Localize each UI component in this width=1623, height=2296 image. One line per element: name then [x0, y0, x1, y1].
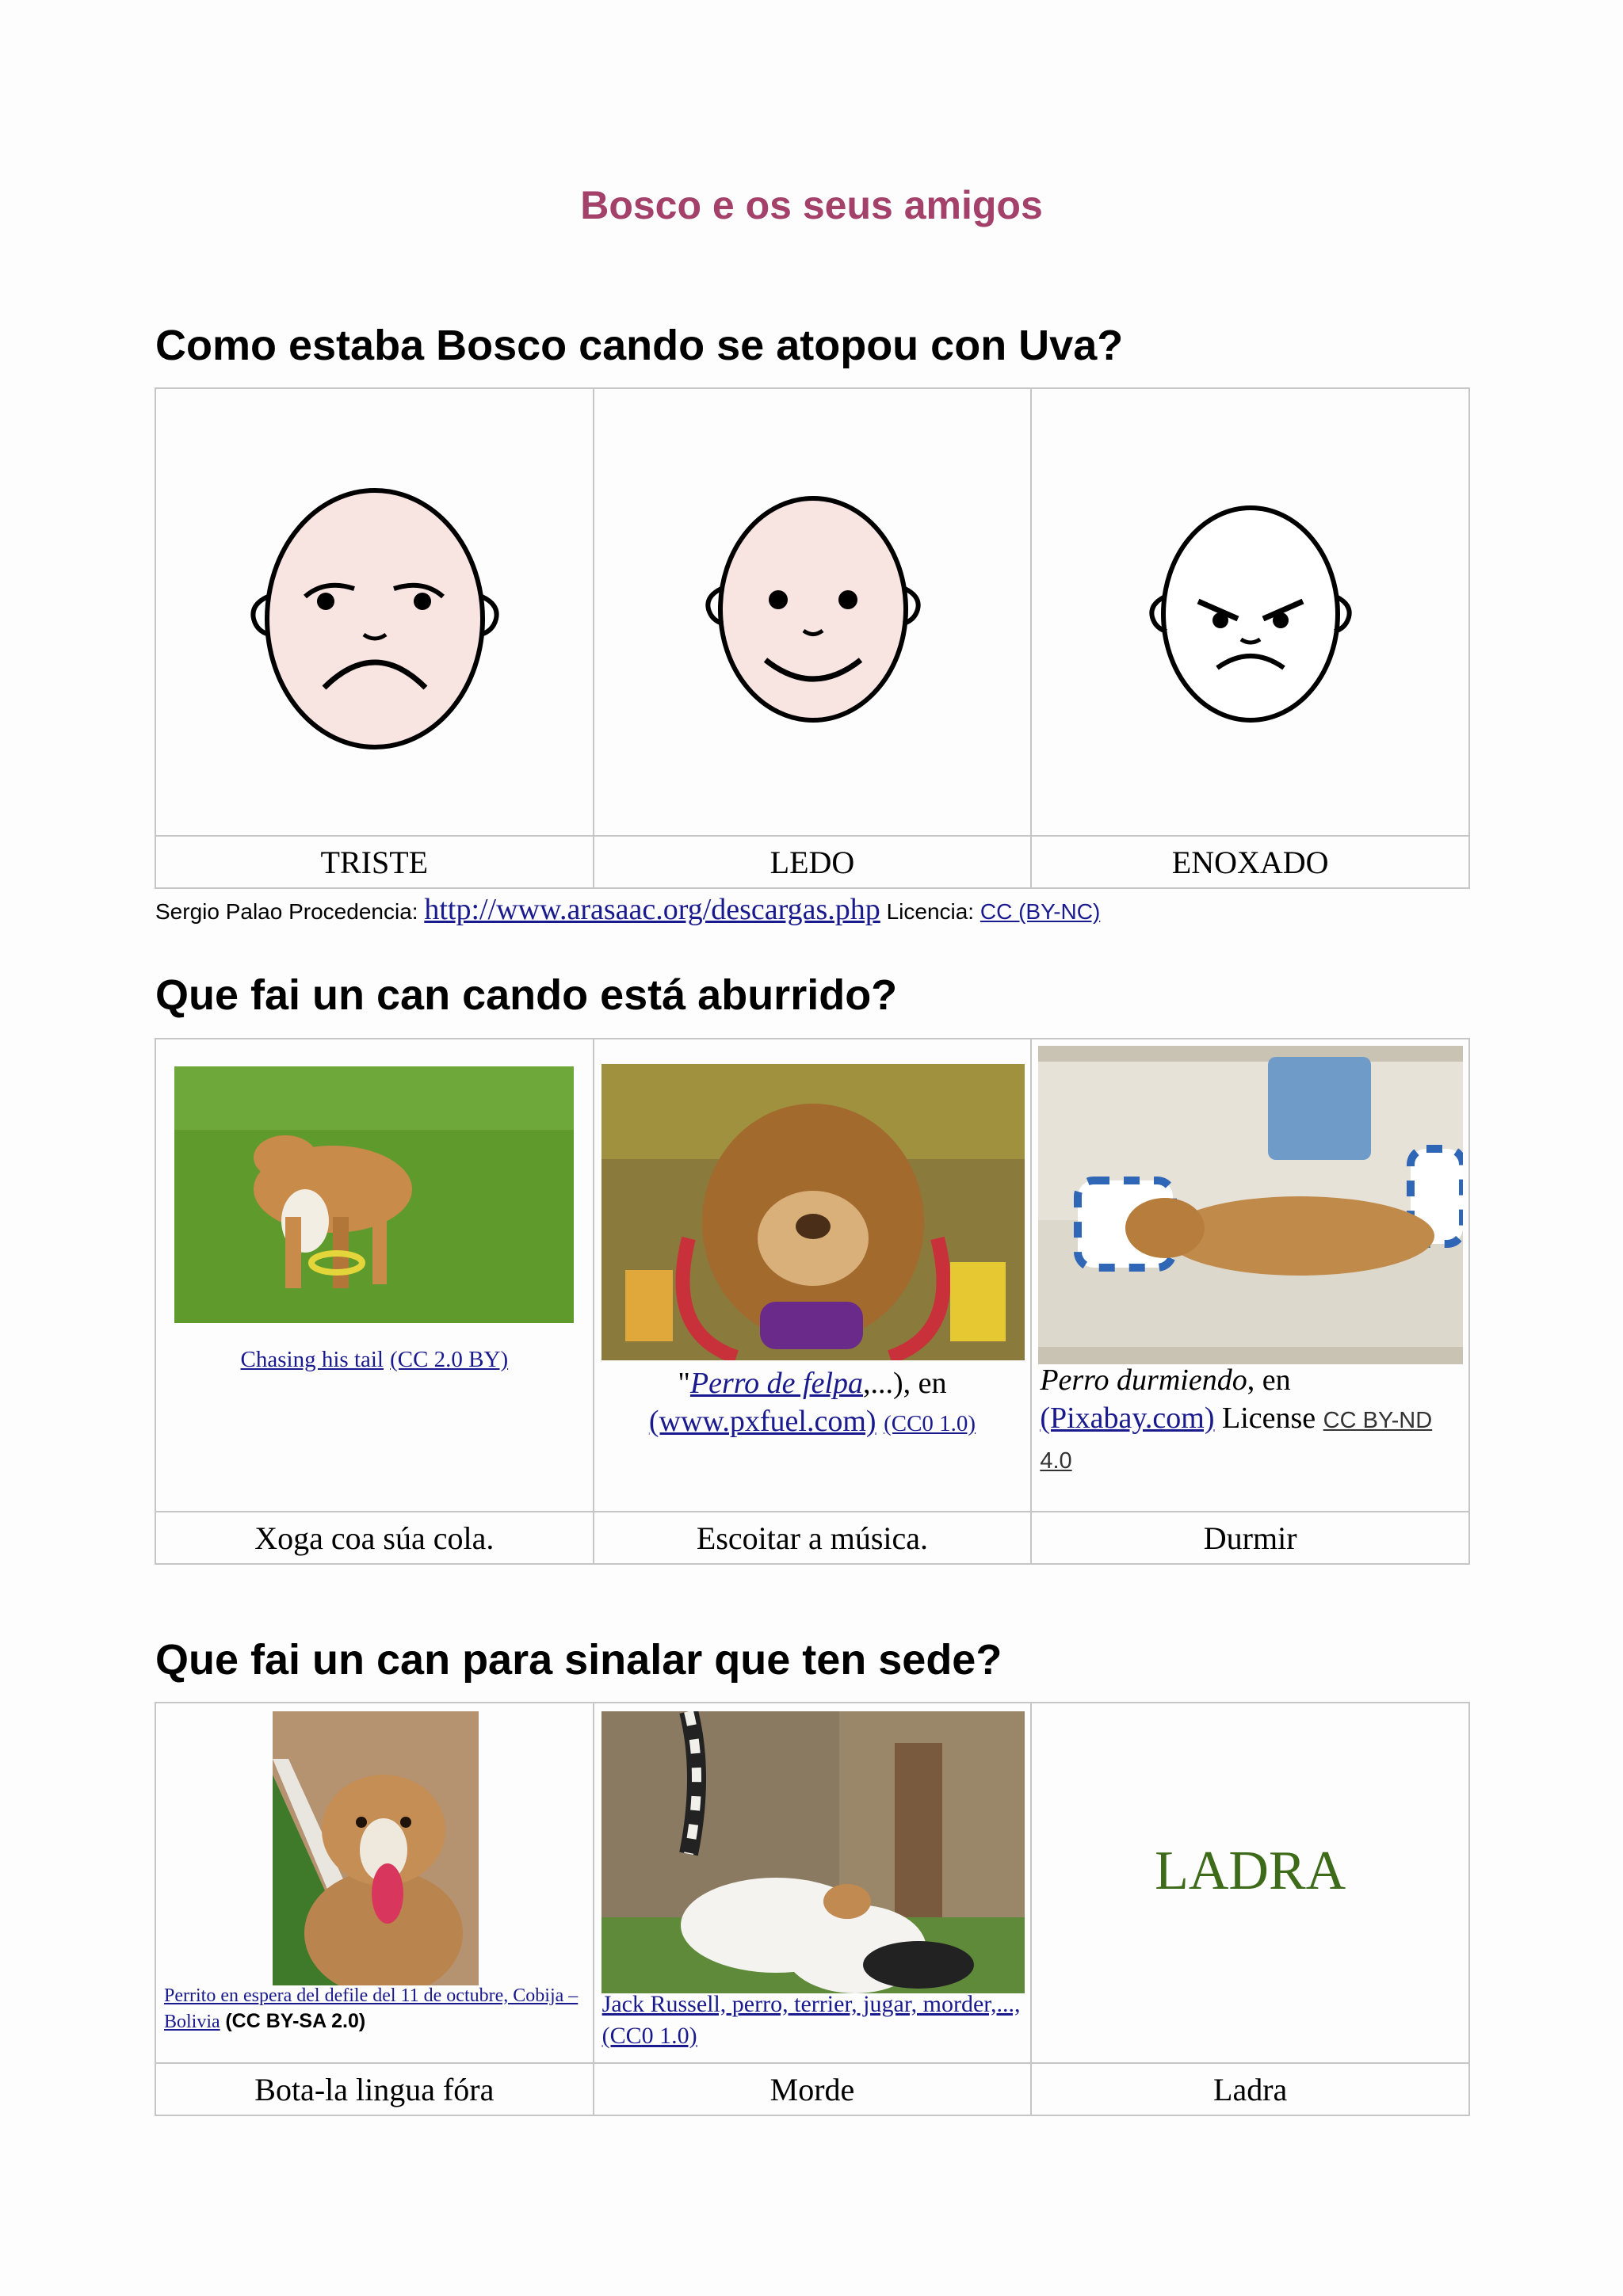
credit-tongue — [164, 1983, 585, 2035]
label-play-tail: Xoga coa súa cola. — [155, 1512, 594, 1564]
arasaac-link[interactable]: http://www.arasaac.org/descargas.php — [424, 893, 880, 926]
credit-rope — [602, 1989, 1023, 2052]
emotions-table — [155, 387, 1470, 889]
face-cell-happy — [594, 388, 1032, 836]
credit-plush-license[interactable]: (CC0 1.0) — [884, 1411, 976, 1436]
arasaac-attribution — [155, 892, 1100, 927]
face-cell-angry — [1031, 388, 1469, 836]
label-bark: Ladra — [1031, 2063, 1469, 2115]
credit-tail-link[interactable]: Chasing his tail — [240, 1347, 384, 1372]
credit-sleeping-tail: , en — [1247, 1363, 1291, 1397]
credit-plush — [594, 1364, 1031, 1443]
thirsty-dog-table — [155, 1702, 1470, 2116]
credit-rope-link[interactable]: Jack Russell, perro, terrier, jugar, morder,..., — [601, 1991, 1021, 2017]
credit-sleeping-link: Perro durmiendo — [1040, 1363, 1247, 1397]
label-bite: Morde — [594, 2063, 1032, 2115]
happy-face-icon — [594, 389, 1032, 831]
label-triste: TRISTE — [155, 836, 594, 888]
credit-tail-license[interactable]: (CC 2.0 BY) — [390, 1347, 509, 1372]
question-heading-1: Como estaba Bosco cando se atopou con Uva? — [155, 322, 1124, 369]
jack-russell-rope-photo — [601, 1711, 1025, 1993]
photo-cell-sleeping — [1031, 1039, 1469, 1512]
photo-cell-rope — [594, 1703, 1032, 2063]
bored-dog-table — [155, 1038, 1470, 1565]
photo-cell-tail — [155, 1039, 594, 1512]
author-text: Sergio Palao Procedencia: — [155, 899, 418, 924]
angry-face-icon — [1032, 389, 1469, 831]
credit-sleeping-site[interactable]: (Pixabay.com) — [1040, 1402, 1215, 1435]
ladra-cell — [1031, 1703, 1469, 2063]
credit-plush-quote: " — [678, 1367, 690, 1400]
label-ledo: LEDO — [594, 836, 1032, 888]
credit-plush-site[interactable]: (www.pxfuel.com) — [648, 1405, 876, 1438]
plush-dog-headphones-photo — [601, 1064, 1025, 1360]
credit-sleeping — [1040, 1361, 1461, 1480]
label-enoxado: ENOXADO — [1031, 836, 1469, 888]
credit-sleeping-license-word: License — [1222, 1402, 1316, 1435]
dog-sleeping-sofa-photo — [1038, 1046, 1463, 1364]
licence-link[interactable]: CC (BY-NC) — [980, 899, 1101, 924]
credit-tail — [156, 1347, 593, 1373]
licence-label: Licencia: — [886, 899, 975, 924]
ladra-word: LADRA — [1155, 1840, 1346, 1901]
sad-face-icon — [156, 389, 594, 831]
credit-rope-license[interactable]: (CC0 1.0) — [601, 2023, 697, 2049]
dog-chasing-tail-photo — [174, 1066, 574, 1323]
question-heading-3: Que fai un can para sinalar que ten sede? — [155, 1636, 1002, 1684]
photo-cell-plush — [594, 1039, 1032, 1512]
label-tongue: Bota-la lingua fóra — [155, 2063, 594, 2115]
face-cell-sad — [155, 388, 594, 836]
page-title: Bosco e os seus amigos — [580, 183, 1043, 227]
dog-tongue-out-photo — [273, 1711, 479, 1985]
credit-tongue-license: (CC BY-SA 2.0) — [225, 2010, 366, 2032]
label-sleep: Durmir — [1031, 1512, 1469, 1564]
credit-tongue-link[interactable]: Perrito en espera del defile del 11 de octubre, Cobija – Bolivia — [164, 1985, 579, 2032]
credit-plush-tail: ,...), en — [863, 1367, 947, 1400]
question-heading-2: Que fai un can cando está aburrido? — [155, 971, 898, 1019]
credit-plush-link[interactable]: Perro de felpa — [689, 1367, 864, 1400]
label-music: Escoitar a música. — [594, 1512, 1032, 1564]
photo-cell-tongue — [155, 1703, 594, 2063]
credit-sleeping-license[interactable]: CC BY-ND 4.0 — [1040, 1408, 1433, 1474]
